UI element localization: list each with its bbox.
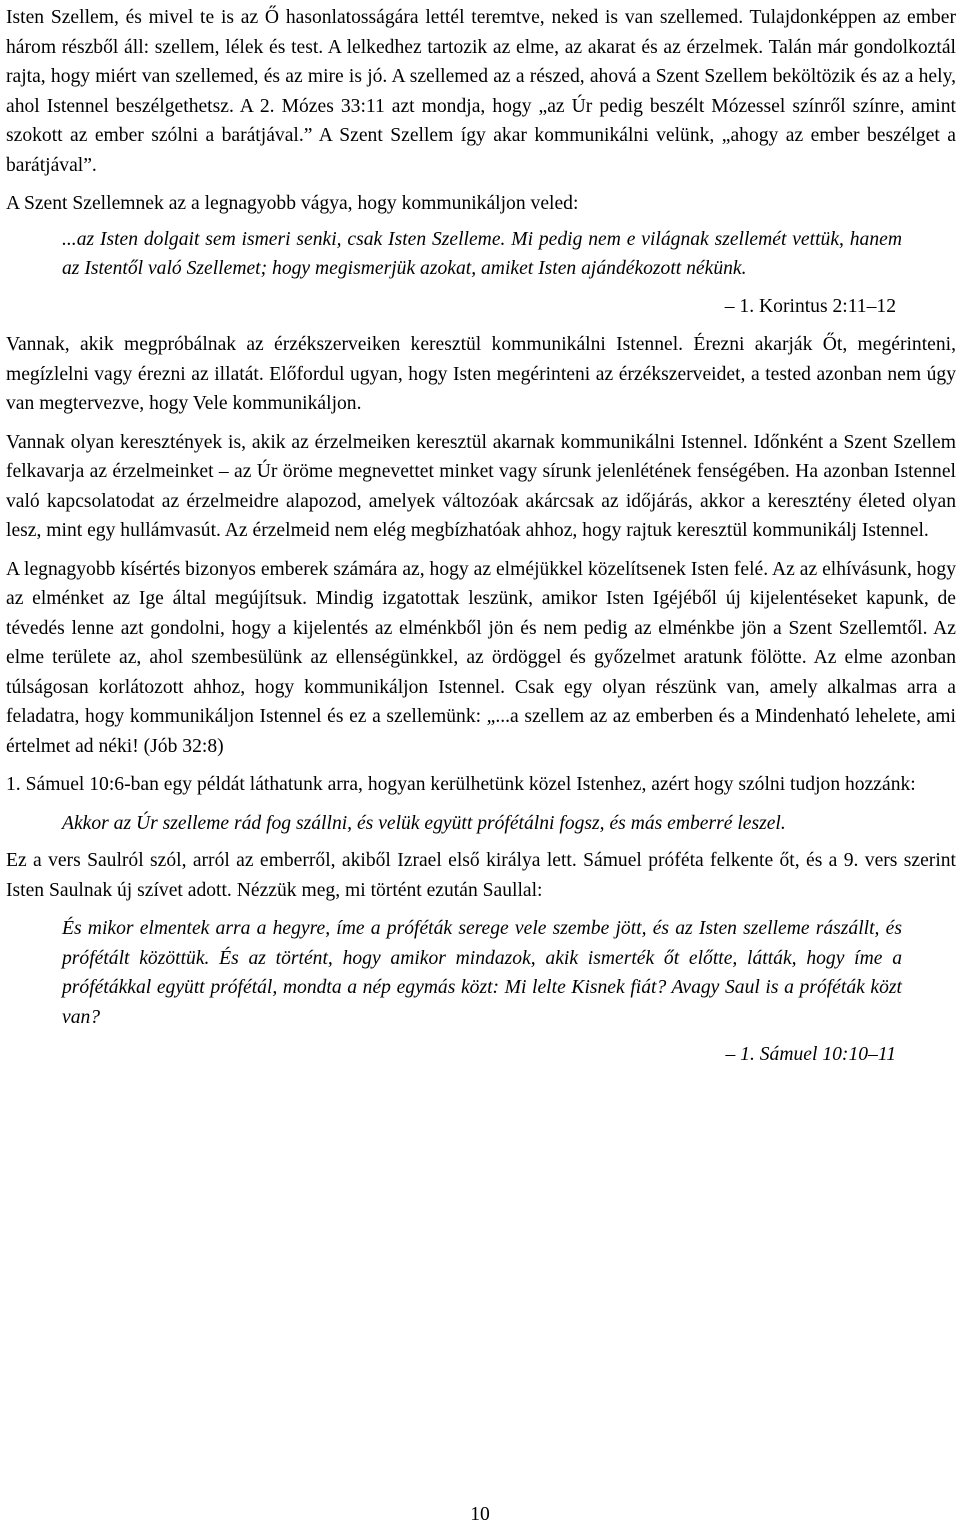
paragraph-senses: Vannak, akik megpróbálnak az érzékszerveiken keresztül kommunikálni Istennel. Érezni akarják Őt, megérinteni, megízlelni vagy érezni az illatát. Előfordul ugyan, hogy Isten megérinteni az érzékszerveidet, a tested azonban nem úgy van megtervezve, hogy Vele kommunikáljon. [6, 334, 956, 414]
citation-samuel: – 1. Sámuel 10:10–11 [725, 1044, 896, 1065]
quote-samuel-6: Akkor az Úr szelleme rád fog szállni, és velük együtt prófétálni fogsz, és más emberré leszel. [62, 812, 786, 834]
paragraph-mind: A legnagyobb kísértés bizonyos emberek számára az, hogy az elméjükkel közelítsenek Isten felé. Az az elhívásunk, hogy az elménket az Ige által megújítsuk. Mindig izgatottak leszünk, amikor Isten Igéjéből új kijelentéseket kapunk, de tévedés lenne azt gondolni, hogy a kijelentés az elménkből jön és nem pedig az elménkbe jön a Szent Szellemtől. Az elme területe az, ahol szembesülünk az ellenségünkkel, az ördöggel és győzelmet aratunk fölötte. Az elme azonban túlságosan korlátozott ahhoz, hogy kommunikáljon Istennel. Csak egy olyan részünk van, amely alkalmas arra a feladatra, hogy kommunikáljon Istennel és ez a szellemünk: „...a szellem az az emberben és a Mindenható lehelete, ami értelmet ad néki! (Jób 32:8) [6, 558, 956, 757]
paragraph-emotions: Vannak olyan keresztények is, akik az érzelmeiken keresztül akarnak kommunikálni Istennel. Időnként a Szent Szellem felkavarja az érzelmeinket – az Úr öröme megnevettet minket vagy sírunk jelenlétének fenségében. Ha azonban Istennel való kapcsolatodat az érzelmeidre alapozod, amelyek változóak akárcsak az időjárás, akkor a keresztény életed olyan lesz, mint egy hullámvasút. Az érzelmeid nem elég megbízhatóak ahhoz, hogy rajtuk keresztül kommunikálj Istennel. [6, 431, 956, 541]
paragraph-intro: Isten Szellem, és mivel te is az Ő hasonlatosságára lettél teremtve, neked is van szellemed. Tulajdonképpen az ember három részből áll: szellem, lélek és test. A lelkedhez tartozik az elme, az akarat és az érzelmek. Talán már gondolkoztál rajta, hogy miért van szellemed, és az mire is jó. A szellemed az a részed, ahová a Szent Szellem beköltözik és az a hely, ahol Istennel beszélgethetsz. A 2. Mózes 33:11 azt mondja, hogy „az Úr pedig beszélt Mózessel színről színre, amint szokott az ember szólni a barátjával.” A Szent Szellem így akar kommunikálni velünk, „ahogy az ember beszélget a barátjával”. [6, 7, 956, 176]
document-page [6, 3, 956, 1079]
citation-corinthians: – 1. Korintus 2:11–12 [724, 295, 896, 317]
paragraph-desire: A Szent Szellemnek az a legnagyobb vágya, hogy kommunikáljon veled: [6, 193, 579, 214]
paragraph-samuel-intro: 1. Sámuel 10:6-ban egy példát láthatunk arra, hogyan kerülhetünk közel Istenhez, azért hogy szólni tudjon hozzánk: [6, 774, 916, 795]
page-number: 10 [470, 1504, 490, 1525]
quote-samuel-10: És mikor elmentek arra a hegyre, íme a próféták serege vele szembe jött, és az Isten szelleme rászállt, és prófétált közöttük. És az történt, hogy amikor mindazok, akik ismerték őt előtte, látták, hogy íme a prófétákkal együtt prófétál, mondta a nép egymás közt: Mi lelte Kisnek fiát? Avagy Saul is a próféták közt van? [62, 918, 902, 1028]
quote-corinthians: ...az Isten dolgait sem ismeri senki, csak Isten Szelleme. Mi pedig nem e világnak szellemét vettük, hanem az Istentől való Szellemet; hogy megismerjük azokat, amiket Isten ajándékozott nékünk. [62, 228, 902, 279]
paragraph-saul: Ez a vers Saulról szól, arról az emberről, akiből Izrael első királya lett. Sámuel próféta felkente őt, és a 9. vers szerint Isten Saulnak új szívet adott. Nézzük meg, mi történt ezután Saullal: [6, 850, 956, 901]
